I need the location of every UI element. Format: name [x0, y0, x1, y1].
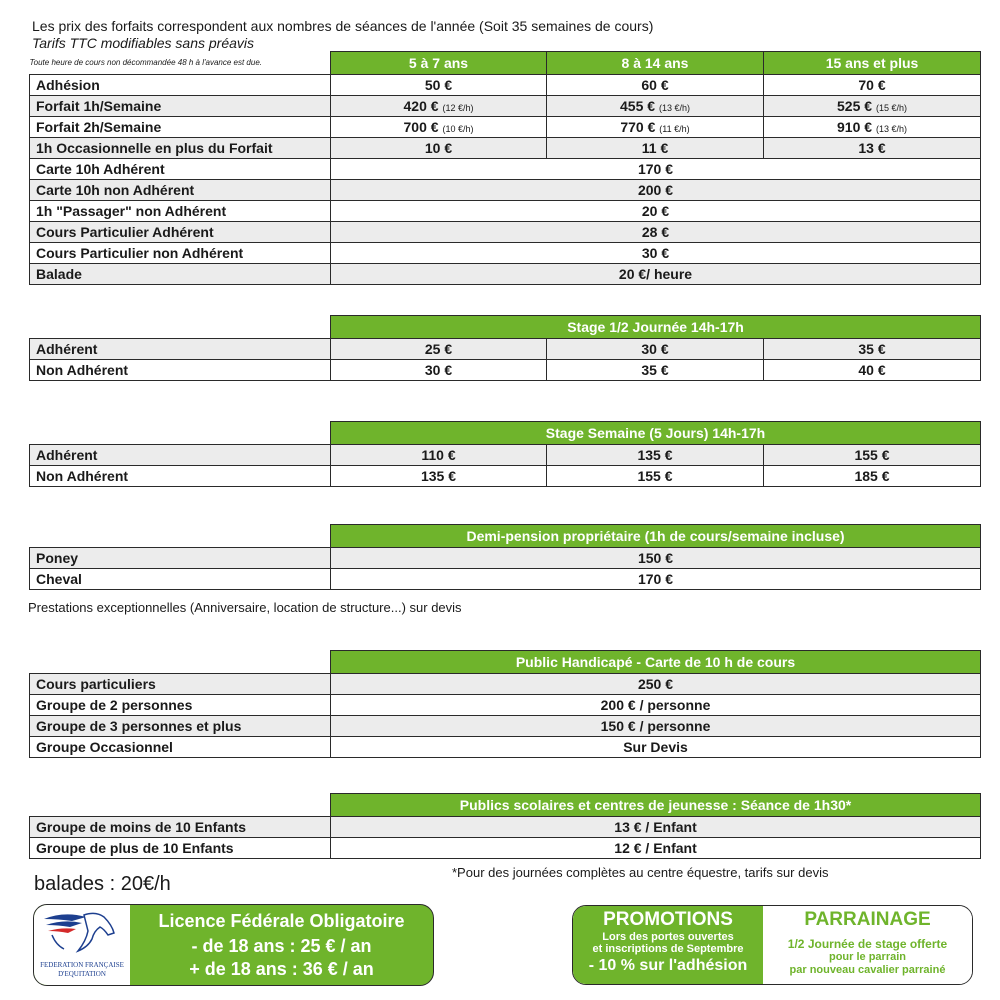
price-cell: 28 €: [331, 222, 981, 243]
row-label: Cours Particulier Adhérent: [30, 222, 331, 243]
scolaires-table: [29, 793, 981, 859]
table-row: [30, 838, 981, 859]
price-cell: 25 €: [331, 339, 547, 360]
promotions-box: [572, 905, 973, 985]
header-age-5-7: 5 à 7 ans: [331, 52, 547, 75]
price-cell: 770 € (11 €/h): [547, 117, 764, 138]
licence-over-18: + de 18 ans : 36 € / an: [189, 959, 374, 979]
price-cell: 135 €: [331, 466, 547, 487]
price-cell: 40 €: [764, 360, 981, 381]
row-label: Non Adhérent: [30, 466, 331, 487]
table-row: [30, 96, 981, 117]
table-row: [30, 569, 981, 590]
row-label: Groupe de plus de 10 Enfants: [30, 838, 331, 859]
table-row: [30, 445, 981, 466]
row-label: Carte 10h Adhérent: [30, 159, 331, 180]
table-row: [30, 674, 981, 695]
price-cell: 910 € (13 €/h): [764, 117, 981, 138]
ffe-logo: [34, 905, 130, 985]
licence-box: [33, 904, 434, 986]
promotions-sub2: et inscriptions de Septembre: [592, 943, 744, 955]
price-cell: 35 €: [547, 360, 764, 381]
price-cell: 250 €: [331, 674, 981, 695]
licence-under-18: - de 18 ans : 25 € / an: [191, 936, 372, 956]
licence-title: Licence Fédérale Obligatoire: [158, 911, 405, 931]
price-cell: 170 €: [331, 569, 981, 590]
row-label: Adhérent: [30, 445, 331, 466]
price-cell: 20 €: [331, 201, 981, 222]
row-label: Groupe de 2 personnes: [30, 695, 331, 716]
price-cell: 11 €: [547, 138, 764, 159]
row-label: Cours Particulier non Adhérent: [30, 243, 331, 264]
table-row: [30, 360, 981, 381]
row-label: Groupe de 3 personnes et plus: [30, 716, 331, 737]
parrainage-title: PARRAINAGE: [804, 909, 931, 930]
table-row: [30, 222, 981, 243]
table-row: [30, 548, 981, 569]
table-row: [30, 716, 981, 737]
price-cell: 155 €: [764, 445, 981, 466]
price-cell: 150 €: [331, 548, 981, 569]
row-label: Groupe de moins de 10 Enfants: [30, 817, 331, 838]
table-row: [30, 117, 981, 138]
price-cell: 185 €: [764, 466, 981, 487]
table-row: [30, 817, 981, 838]
section-title: Demi-pension propriétaire (1h de cours/semaine incluse): [331, 525, 981, 548]
row-label: Balade: [30, 264, 331, 285]
price-cell: 13 € / Enfant: [331, 817, 981, 838]
table-row: [30, 695, 981, 716]
table-row: [30, 201, 981, 222]
row-label: Adhérent: [30, 339, 331, 360]
promotions-offer: - 10 % sur l'adhésion: [588, 957, 748, 974]
price-cell: Sur Devis: [331, 737, 981, 758]
table-row: [30, 75, 981, 96]
row-label: Cheval: [30, 569, 331, 590]
row-label: Groupe Occasionnel: [30, 737, 331, 758]
price-cell: 10 €: [331, 138, 547, 159]
section-title: Stage 1/2 Journée 14h-17h: [331, 316, 981, 339]
section-title: Publics scolaires et centres de jeunesse : Séance de 1h30*: [331, 794, 981, 817]
row-label: Carte 10h non Adhérent: [30, 180, 331, 201]
promotions-sub1: Lors des portes ouvertes: [602, 931, 734, 943]
price-cell: 700 € (10 €/h): [331, 117, 547, 138]
parrainage-line2: pour le parrain: [828, 951, 907, 963]
demi-pension-table: [29, 524, 981, 590]
price-cell: 20 €/ heure: [331, 264, 981, 285]
row-label: Non Adhérent: [30, 360, 331, 381]
intro-line-2: Tarifs TTC modifiables sans préavis: [32, 35, 255, 51]
row-label: 1h "Passager" non Adhérent: [30, 201, 331, 222]
section-title: Public Handicapé - Carte de 10 h de cours: [331, 651, 981, 674]
parrainage-line1: 1/2 Journée de stage offerte: [787, 937, 948, 951]
price-cell: 150 € / personne: [331, 716, 981, 737]
price-cell: 30 €: [547, 339, 764, 360]
price-cell: 135 €: [547, 445, 764, 466]
table-row: [30, 466, 981, 487]
header-age-8-14: 8 à 14 ans: [547, 52, 764, 75]
balades-price: balades : 20€/h: [34, 873, 171, 895]
prestations-note: Prestations exceptionnelles (Anniversaire, location de structure...) sur devis: [28, 600, 462, 615]
full-day-note: *Pour des journées complètes au centre équestre, tarifs sur devis: [452, 865, 829, 880]
cancellation-note: Toute heure de cours non décommandée 48 h à l'avance est due.: [29, 58, 263, 68]
price-cell: 420 € (12 €/h): [331, 96, 547, 117]
table-row: [30, 264, 981, 285]
price-cell: 35 €: [764, 339, 981, 360]
row-label: Forfait 2h/Semaine: [30, 117, 331, 138]
stage-half-day-table: [29, 315, 981, 381]
parrainage-line3: par nouveau cavalier parrainé: [789, 964, 946, 976]
section-title: Stage Semaine (5 Jours) 14h-17h: [331, 422, 981, 445]
row-label: Adhésion: [30, 75, 331, 96]
intro-line-1: Les prix des forfaits correspondent aux nombres de séances de l'année (Soit 35 semaines de cours): [32, 18, 654, 34]
row-label: Forfait 1h/Semaine: [30, 96, 331, 117]
price-cell: 525 € (15 €/h): [764, 96, 981, 117]
price-cell: 60 €: [547, 75, 764, 96]
table-row: [30, 243, 981, 264]
row-label: 1h Occasionnelle en plus du Forfait: [30, 138, 331, 159]
price-cell: 200 €: [331, 180, 981, 201]
table-row: [30, 737, 981, 758]
handicap-table: [29, 650, 981, 758]
price-cell: 70 €: [764, 75, 981, 96]
price-cell: 12 € / Enfant: [331, 838, 981, 859]
logo-text-line2: D'EQUITATION: [58, 970, 106, 978]
price-cell: 155 €: [547, 466, 764, 487]
price-cell: 170 €: [331, 159, 981, 180]
price-cell: 30 €: [331, 243, 981, 264]
price-cell: 30 €: [331, 360, 547, 381]
row-label: Cours particuliers: [30, 674, 331, 695]
table-row: [30, 180, 981, 201]
promotions-title: PROMOTIONS: [603, 909, 733, 930]
main-price-table: [29, 51, 981, 285]
table-row: [30, 138, 981, 159]
header-age-15-plus: 15 ans et plus: [764, 52, 981, 75]
price-cell: 13 €: [764, 138, 981, 159]
row-label: Poney: [30, 548, 331, 569]
table-row: [30, 159, 981, 180]
logo-text-line1: FEDERATION FRANÇAISE: [40, 961, 124, 969]
price-cell: 50 €: [331, 75, 547, 96]
price-cell: 200 € / personne: [331, 695, 981, 716]
stage-week-table: [29, 421, 981, 487]
price-cell: 110 €: [331, 445, 547, 466]
price-cell: 455 € (13 €/h): [547, 96, 764, 117]
table-row: [30, 339, 981, 360]
